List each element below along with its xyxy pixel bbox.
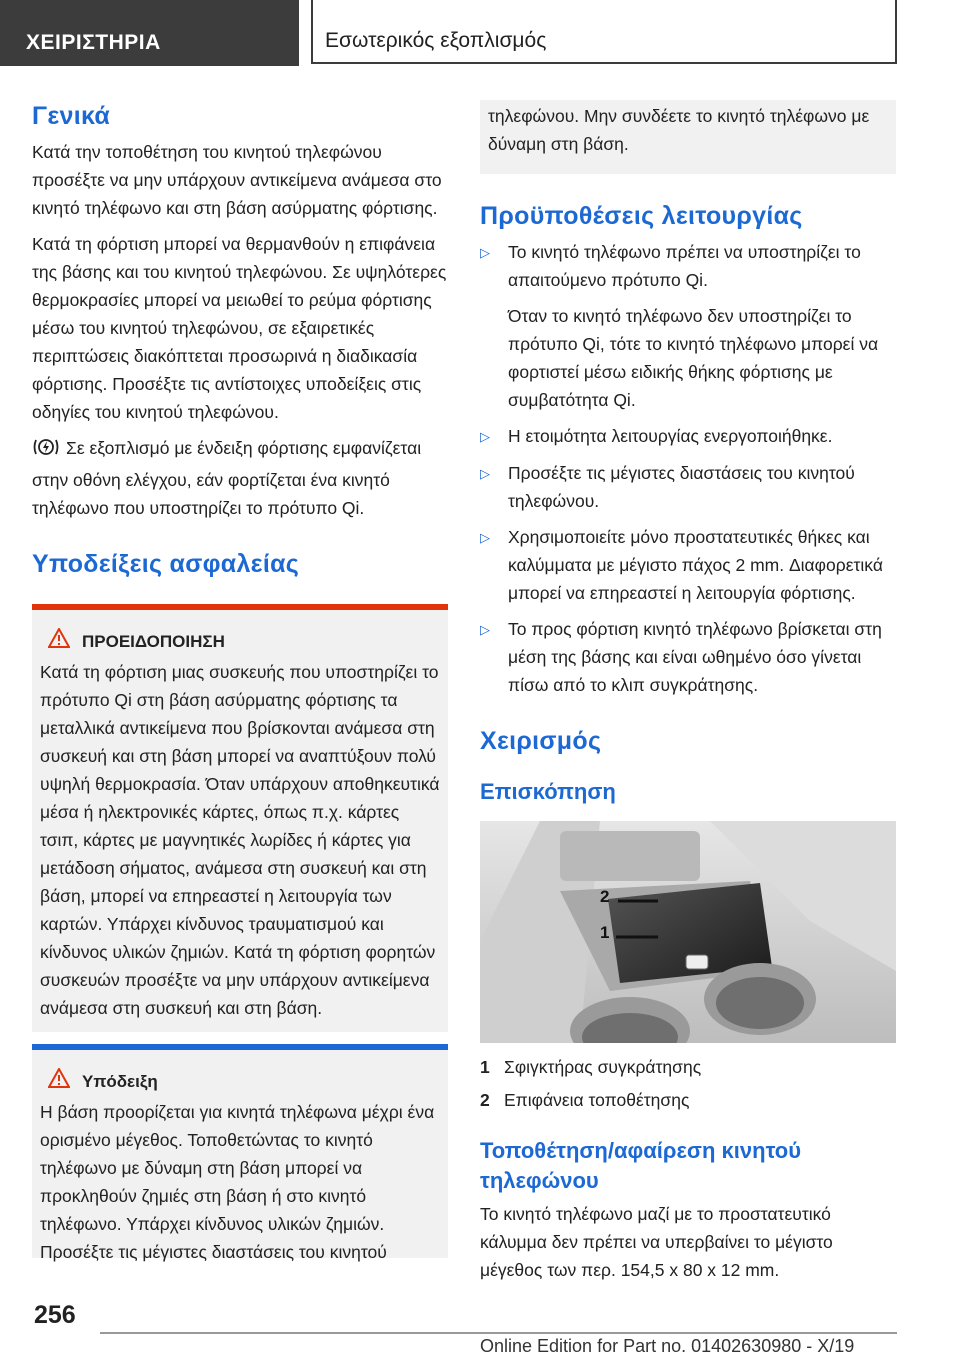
operation-heading: Χειρισμός bbox=[480, 727, 602, 755]
list-item: ▷ Προσέξτε τις μέγιστες διαστάσεις του κινητού τηλεφώνου. bbox=[480, 459, 896, 515]
triangle-bullet-icon: ▷ bbox=[480, 429, 490, 444]
general-paragraph-3 bbox=[32, 434, 448, 522]
notice-continued-text: τηλεφώνου. Μην συνδέετε το κινητό τηλέφωνο με δύναμη στη βάση. bbox=[488, 106, 870, 154]
general-paragraph-2: Κατά τη φόρτιση μπορεί να θερμανθούν η επιφάνεια της βάσης και του κινητού τηλεφώνου. Σε υψηλότερες θερμοκρασίες μπορεί να μειωθεί το ρεύμα φόρτισης μέσω του κινητού τηλεφώνου, σε εξαιρετικές περιπτώσεις διακόπτεται προσωρινά η διαδικασία φόρτισης. Προσέξτε τις αντίστοιχες υποδείξεις στις οδηγίες του κινητού τηλεφώνου. bbox=[32, 234, 447, 422]
console-photo bbox=[480, 821, 896, 1043]
notice-triangle-icon bbox=[48, 1068, 82, 1096]
page-number: 256 bbox=[34, 1301, 76, 1329]
general-paragraph-3-text: Σε εξοπλισμό με ένδειξη φόρτισης εμφανίζεται στην οθόνη ελέγχου, εάν φορτίζεται ένα κινητό τηλέφωνο που υποστηρίζει το πρότυπο Qi. bbox=[32, 438, 422, 518]
notice-box-continued bbox=[480, 100, 896, 174]
triangle-bullet-icon: ▷ bbox=[480, 530, 490, 545]
prerequisites-heading: Προϋποθέσεις λειτουργίας bbox=[480, 202, 803, 230]
warning-box bbox=[32, 604, 448, 1032]
callout-2: 2 bbox=[600, 887, 610, 906]
charging-indicator-icon bbox=[32, 436, 60, 466]
placement-heading: Τοποθέτηση/αφαίρεση κινητού τηλεφώνου bbox=[480, 1138, 802, 1193]
triangle-bullet-icon: ▷ bbox=[480, 466, 490, 481]
figure-legend bbox=[480, 1053, 896, 1114]
prerequisites-list bbox=[480, 238, 896, 699]
placement-text: Το κινητό τηλέφωνο μαζί με το προστατευτικό κάλυμμα δεν πρέπει να υπερβαίνει το μέγιστο μέγεθος των περ. 154,5 x 80 x 12 mm. bbox=[480, 1204, 833, 1280]
general-heading: Γενικά bbox=[32, 102, 111, 130]
list-item: ▷ Το κινητό τηλέφωνο πρέπει να υποστηρίζει το απαιτούμενο πρότυπο Qi. bbox=[480, 238, 896, 294]
list-item-note: Όταν το κινητό τηλέφωνο δεν υποστηρίζει το πρότυπο Qi, τότε το κινητό τηλέφωνο μπορεί να φορτιστεί μέσω ειδικής θήκης φόρτισης με συμβατότητα Qi. bbox=[508, 306, 879, 410]
callout-1: 1 bbox=[600, 923, 610, 942]
warning-text: Κατά τη φόρτιση μιας συσκευής που υποστηρίζει το πρότυπο Qi στη βάση ασύρματης φόρτισης τα μεταλλικά αντικείμενα που βρίσκονται ανάμεσα στη συσκευή και στη βάση μπορεί να αναπτύξουν πολύ υψηλή θερμοκρασία. Όταν υπάρχουν αποθηκευτικά μέσα ή ηλεκτρονικές κάρτες, όπως π.χ. κάρτες τσιπ, κάρτες με μαγνητικές λωρίδες ή κάρτες για μετάδοση σήματος, ανάμεσα στη συσκευή και στη βάση, μπορεί να επηρεαστεί η λειτουργία των καρτών. Υπάρχει κίνδυνος τραυματισμού και κίνδυνος υλικών ζημιών. Κατά τη φόρτιση φορητών συσκευών προσέξτε να μην υπάρχουν αντικείμενα ανάμεσα στη συσκευή και στη βάση. bbox=[40, 662, 440, 1018]
list-item: ▷ Η ετοιμότητα λειτουργίας ενεργοποιήθηκε. bbox=[480, 422, 896, 451]
list-item: ▷ Χρησιμοποιείτε μόνο προστατευτικές θήκες και καλύμματα με μέγιστο πάχος 2 mm. Διαφορετικά μπορεί να επηρεαστεί η λειτουργία φόρτισης. bbox=[480, 523, 896, 607]
footer-rule bbox=[100, 1332, 897, 1334]
legend-item: 1 Σφιγκτήρας συγκράτησης bbox=[480, 1057, 702, 1077]
edition-note: Online Edition for Part no. 01402630980 - X/19 bbox=[480, 1336, 855, 1356]
notice-text: Η βάση προορίζεται για κινητά τηλέφωνα μέχρι ένα ορισμένο μέγεθος. Τοποθετώντας το κινητό τηλέφωνο με δύναμη στη βάση μπορεί να προκληθούν ζημιές στη βάση ή στο κινητό τηλέφωνο. Υπάρχει κίνδυνος υλικών ζημιών. Προσέξτε τις μέγιστες διαστάσεις του κινητού bbox=[40, 1102, 435, 1262]
notice-title: Υπόδειξη bbox=[82, 1072, 158, 1091]
overview-heading: Επισκόπηση bbox=[480, 779, 616, 804]
chapter-title: Εσωτερικός εξοπλισμός bbox=[325, 29, 547, 52]
triangle-bullet-icon: ▷ bbox=[480, 622, 490, 637]
right-column bbox=[480, 100, 896, 1284]
warning-triangle-icon bbox=[48, 628, 82, 656]
notice-box bbox=[32, 1044, 448, 1262]
safety-heading: Υποδείξεις ασφαλείας bbox=[32, 550, 300, 578]
page-header bbox=[0, 0, 960, 66]
list-item: ▷ Το προς φόρτιση κινητό τηλέφωνο βρίσκεται στη μέση της βάσης και είναι ωθημένο όσο γίνεται πίσω από το κλιπ συγκράτησης. bbox=[480, 615, 896, 699]
warning-title: ΠΡΟΕΙΔΟΠΟΙΗΣΗ bbox=[82, 632, 225, 651]
triangle-bullet-icon: ▷ bbox=[480, 245, 490, 260]
legend-item: 2 Επιφάνεια τοποθέτησης bbox=[480, 1090, 690, 1110]
left-column bbox=[32, 100, 448, 1262]
section-tab: ΧΕΙΡΙΣΤΗΡΙΑ bbox=[0, 0, 299, 66]
general-paragraph-1: Κατά την τοποθέτηση του κινητού τηλεφώνου προσέξτε να μην υπάρχουν αντικείμενα ανάμεσα στο κινητό τηλέφωνο και στη βάση ασύρματης φόρτισης. bbox=[32, 142, 442, 218]
